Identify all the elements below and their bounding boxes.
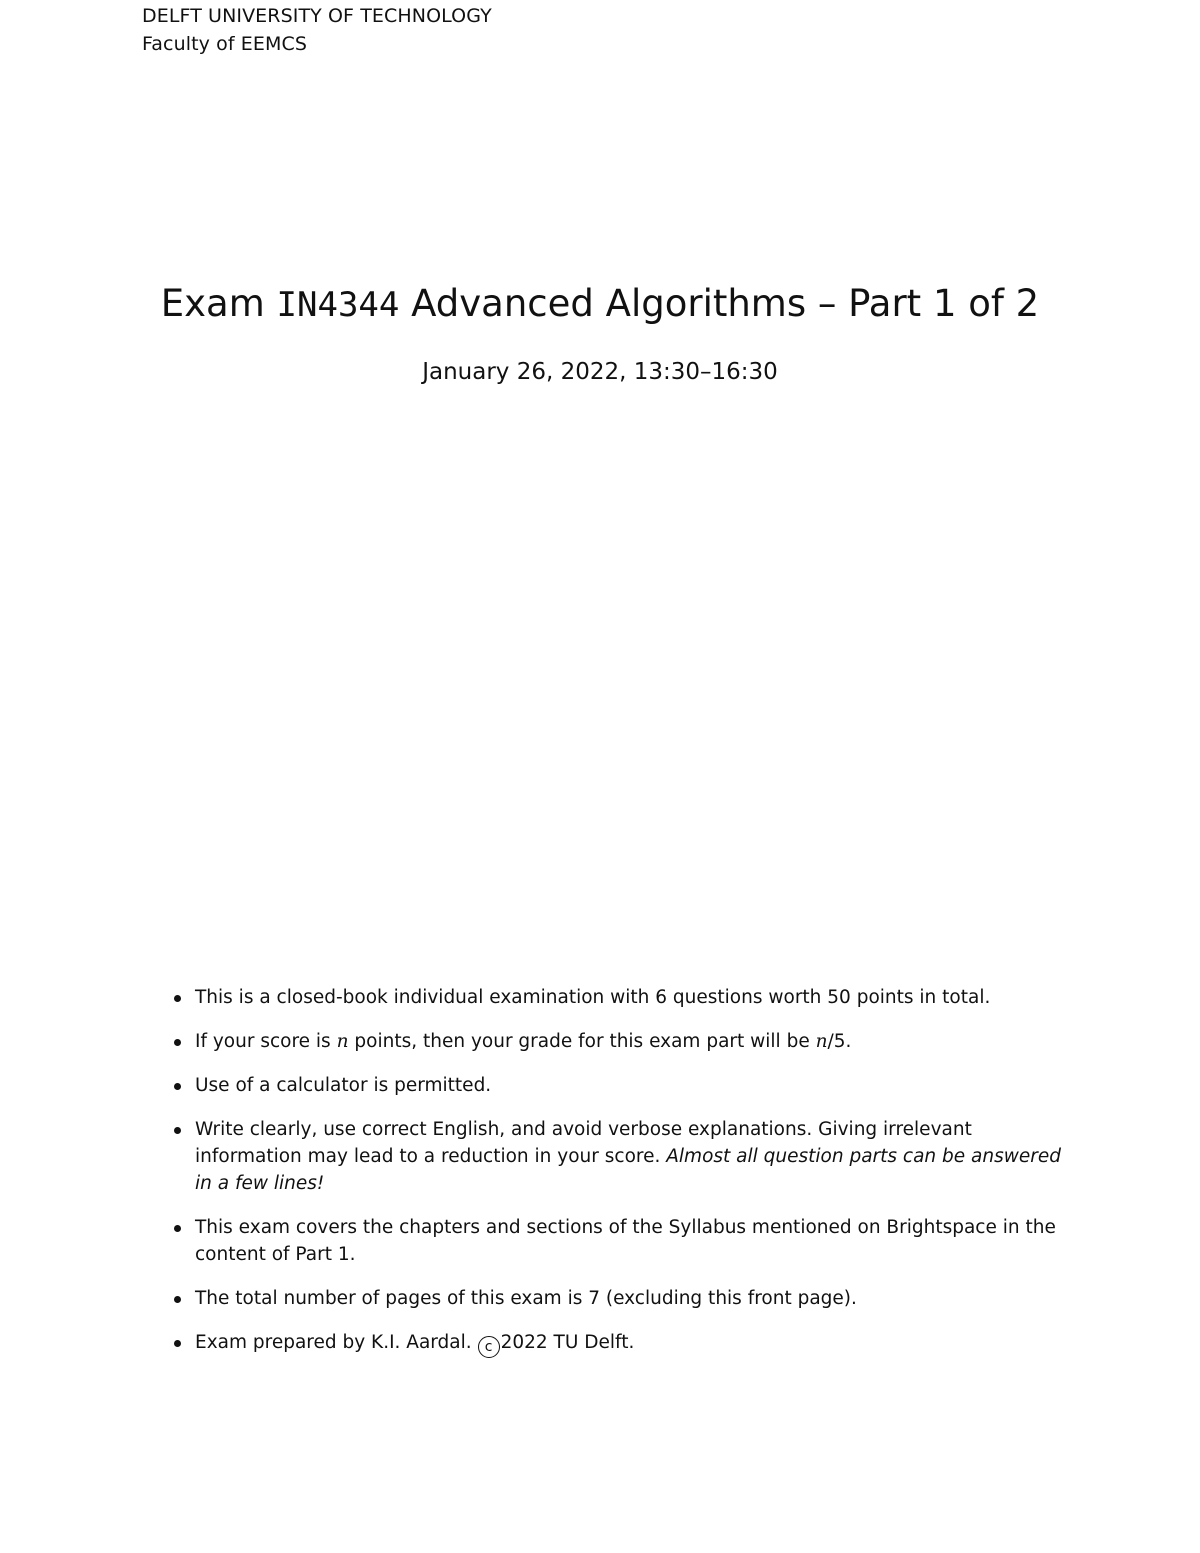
bullet-icon [174, 995, 181, 1002]
list-item [170, 1072, 1070, 1099]
bullet-icon [174, 1127, 181, 1134]
bullet-icon [174, 1083, 181, 1090]
instruction-text: This is a closed-book individual examination with 6 questions worth 50 points in total. [195, 987, 991, 1008]
instruction-text: Use of a calculator is permitted. [195, 1075, 492, 1096]
title-rest: Advanced Algorithms – Part 1 of 2 [411, 282, 1040, 325]
list-item [170, 984, 1070, 1011]
copyright-icon: c [478, 1336, 500, 1358]
instruction-text: If your score is [195, 1031, 331, 1052]
university-name: DELFT UNIVERSITY OF TECHNOLOGY [142, 5, 492, 27]
instruction-text: This exam covers the chapters and sections of the Syllabus mentioned on Brightspace in the content of Part 1. [195, 1217, 1056, 1265]
copyright-text: 2022 TU Delft. [500, 1332, 635, 1353]
instruction-text: Exam prepared by K.I. Aardal. [195, 1332, 472, 1353]
list-item [170, 1285, 1070, 1312]
instruction-text: /5. [827, 1031, 852, 1052]
document-header [142, 2, 492, 58]
list-item [170, 1116, 1070, 1197]
list-item [170, 1214, 1070, 1268]
bullet-icon [174, 1039, 181, 1046]
bullet-icon [174, 1296, 181, 1303]
math-expression: n [815, 1031, 828, 1052]
bullet-icon [174, 1225, 181, 1232]
exam-date: January 26, 2022, 13:30–16:30 [422, 359, 778, 385]
course-code: IN4344 [276, 285, 400, 325]
instruction-emphasis: Almost all question parts can be answered in a few lines! [195, 1146, 1061, 1194]
title-prefix: Exam [160, 282, 265, 325]
bullet-icon [174, 1340, 181, 1347]
exam-title [0, 280, 1200, 329]
list-item [170, 1028, 1070, 1055]
instruction-text: The total number of pages of this exam is 7 (excluding this front page). [195, 1288, 857, 1309]
instruction-text: points, then your grade for this exam part will be [354, 1031, 810, 1052]
faculty-name: Faculty of EEMCS [142, 33, 308, 55]
instructions-list [170, 984, 1070, 1375]
math-variable: n [336, 1031, 349, 1052]
list-item [170, 1329, 1070, 1358]
instruction-text: Write clearly, use correct English, and avoid verbose explanations. Giving irrelevant information may lead to a reduction in your score. [195, 1119, 972, 1167]
